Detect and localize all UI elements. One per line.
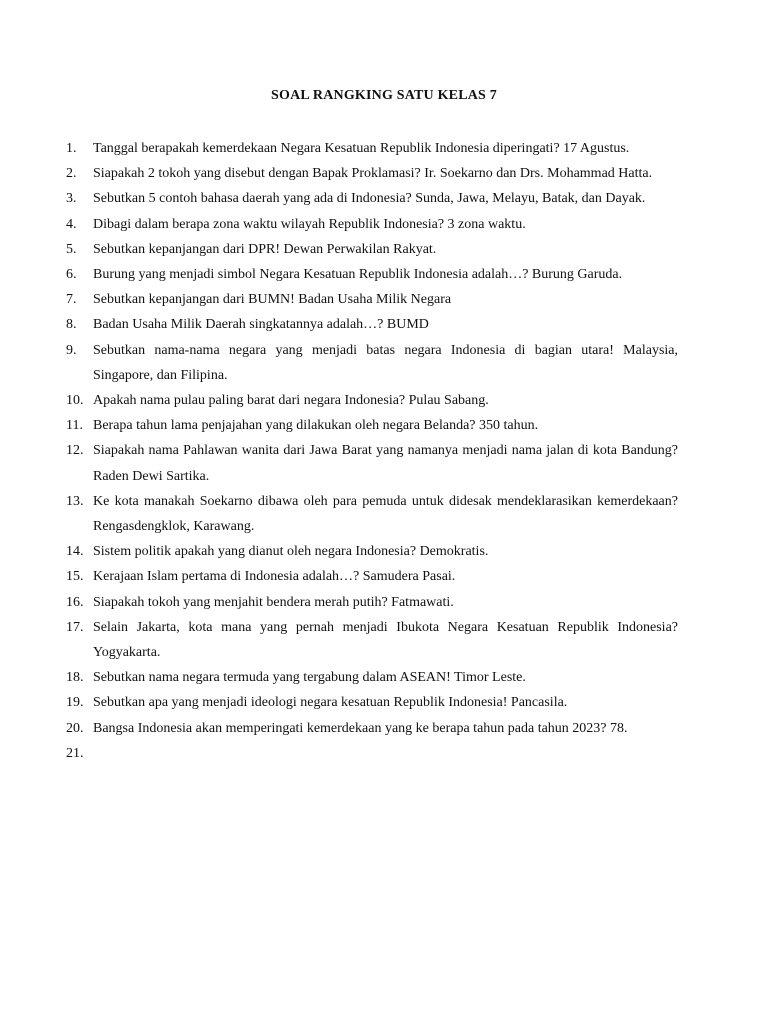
- question-text: Sebutkan 5 contoh bahasa daerah yang ada di Indonesia? Sunda, Jawa, Melayu, Batak, dan Dayak.: [93, 191, 646, 207]
- question-number: 20.: [66, 720, 84, 736]
- question-item: [66, 388, 678, 413]
- question-item: [66, 564, 678, 589]
- question-item: [66, 161, 678, 186]
- question-item: [66, 338, 678, 388]
- question-item: [66, 489, 678, 539]
- question-item: [66, 413, 678, 438]
- question-item: [66, 539, 678, 564]
- question-number: 19.: [66, 695, 84, 711]
- question-text: [93, 741, 678, 766]
- question-number: 15.: [66, 569, 84, 585]
- question-item: [66, 136, 678, 161]
- question-item: [66, 287, 678, 312]
- question-text: Siapakah 2 tokoh yang disebut dengan Bapak Proklamasi? Ir. Soekarno dan Drs. Mohammad Hatta.: [93, 166, 653, 182]
- question-item: [66, 716, 678, 741]
- question-number: 14.: [66, 544, 84, 560]
- question-number: 18.: [66, 670, 84, 686]
- question-number: 8.: [66, 317, 77, 333]
- question-number: 11.: [66, 418, 83, 434]
- question-text: Kerajaan Islam pertama di Indonesia adalah…? Samudera Pasai.: [93, 569, 456, 585]
- question-item: [66, 237, 678, 262]
- question-number: 21.: [66, 745, 84, 761]
- question-number: 16.: [66, 594, 84, 610]
- question-text: Siapakah tokoh yang menjahit bendera merah putih? Fatmawati.: [93, 594, 454, 610]
- question-text: Berapa tahun lama penjajahan yang dilakukan oleh negara Belanda? 350 tahun.: [93, 418, 539, 434]
- question-text: Apakah nama pulau paling barat dari negara Indonesia? Pulau Sabang.: [93, 393, 489, 409]
- question-number: 3.: [66, 191, 77, 207]
- question-number: 2.: [66, 166, 77, 182]
- question-item: [66, 212, 678, 237]
- question-item: [66, 615, 678, 665]
- question-text: Badan Usaha Milik Daerah singkatannya adalah…? BUMD: [93, 317, 429, 333]
- question-number: 9.: [66, 342, 77, 358]
- question-item: [66, 665, 678, 690]
- question-text: Sebutkan apa yang menjadi ideologi negara kesatuan Republik Indonesia! Pancasila.: [93, 695, 568, 711]
- question-item: [66, 186, 678, 211]
- question-text: Sebutkan nama negara termuda yang tergabung dalam ASEAN! Timor Leste.: [93, 670, 526, 686]
- question-number: 17.: [66, 619, 84, 635]
- question-text: Selain Jakarta, kota mana yang pernah menjadi Ibukota Negara Kesatuan Republik Indonesia? Yogyakarta.: [93, 619, 678, 661]
- question-number: 7.: [66, 292, 77, 308]
- question-text: Tanggal berapakah kemerdekaan Negara Kesatuan Republik Indonesia diperingati? 17 Agustus.: [93, 141, 630, 156]
- question-item: [66, 741, 678, 766]
- question-number: 1.: [66, 141, 77, 156]
- question-number: 10.: [66, 393, 84, 409]
- question-item: [66, 590, 678, 615]
- document-title: SOAL RANGKING SATU KELAS 7: [271, 88, 497, 103]
- question-text: Bangsa Indonesia akan memperingati kemerdekaan yang ke berapa tahun pada tahun 2023? 78.: [93, 720, 628, 736]
- question-text: Dibagi dalam berapa zona waktu wilayah Republik Indonesia? 3 zona waktu.: [93, 216, 526, 232]
- question-number: 12.: [66, 443, 84, 459]
- question-number: 5.: [66, 241, 77, 257]
- question-text: Sebutkan nama-nama negara yang menjadi batas negara Indonesia di bagian utara! Malaysia, Singapore, dan Filipina.: [93, 342, 678, 383]
- question-text: Sistem politik apakah yang dianut oleh negara Indonesia? Demokratis.: [93, 544, 489, 560]
- question-text: Siapakah nama Pahlawan wanita dari Jawa Barat yang namanya menjadi nama jalan di kota Bandung? Raden Dewi Sartika.: [93, 443, 678, 484]
- question-item: [66, 262, 678, 287]
- question-text: Sebutkan kepanjangan dari DPR! Dewan Perwakilan Rakyat.: [93, 241, 437, 257]
- question-list: [66, 136, 678, 766]
- question-text: Sebutkan kepanjangan dari BUMN! Badan Usaha Milik Negara: [93, 292, 452, 308]
- question-text: Ke kota manakah Soekarno dibawa oleh para pemuda untuk didesak mendeklarasikan kemerdekaan? Rengasdengklok, Karawang.: [93, 493, 678, 535]
- question-number: 13.: [66, 493, 84, 509]
- question-number: 6.: [66, 267, 77, 283]
- question-number: 4.: [66, 216, 77, 232]
- question-text: Burung yang menjadi simbol Negara Kesatuan Republik Indonesia adalah…? Burung Garuda.: [93, 267, 623, 283]
- question-item: [66, 690, 678, 715]
- question-item: [66, 312, 678, 337]
- question-item: [66, 438, 678, 488]
